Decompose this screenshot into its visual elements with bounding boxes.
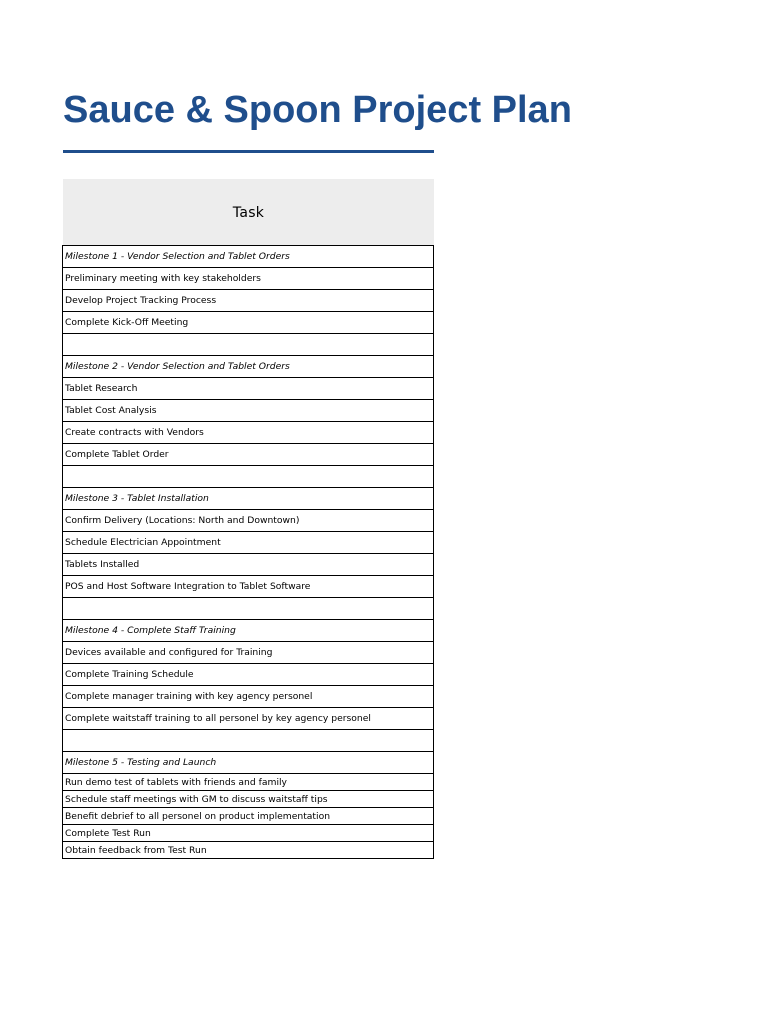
task-cell: Milestone 2 - Vendor Selection and Tablet Orders [63,356,434,378]
task-cell: Tablet Research [63,378,434,400]
task-cell: Tablets Installed [63,554,434,576]
task-cell: Obtain feedback from Test Run [63,842,434,859]
task-cell: Milestone 4 - Complete Staff Training [63,620,434,642]
milestone-row [63,488,434,510]
task-cell: Milestone 3 - Tablet Installation [63,488,434,510]
task-cell [63,334,434,356]
task-table [62,245,434,859]
task-row [63,642,434,664]
task-row [63,664,434,686]
task-row [63,808,434,825]
task-row [63,825,434,842]
task-cell [63,466,434,488]
task-row [63,686,434,708]
milestone-row [63,752,434,774]
task-cell: Benefit debrief to all personel on product implementation [63,808,434,825]
task-cell: Confirm Delivery (Locations: North and Downtown) [63,510,434,532]
task-cell: Develop Project Tracking Process [63,290,434,312]
milestone-row [63,620,434,642]
task-cell: Tablet Cost Analysis [63,400,434,422]
task-row [63,312,434,334]
milestone-row [63,246,434,268]
task-row [63,422,434,444]
spacer-row [63,334,434,356]
task-cell: Schedule staff meetings with GM to discuss waitstaff tips [63,791,434,808]
task-cell [63,598,434,620]
page-title-container [63,84,572,140]
task-cell: Devices available and configured for Training [63,642,434,664]
spacer-row [63,598,434,620]
task-cell: Milestone 5 - Testing and Launch [63,752,434,774]
task-row [63,290,434,312]
task-cell: Complete waitstaff training to all personel by key agency personel [63,708,434,730]
task-row [63,554,434,576]
task-cell: Complete Training Schedule [63,664,434,686]
task-cell: Complete manager training with key agency personel [63,686,434,708]
task-row [63,708,434,730]
milestone-row [63,356,434,378]
task-row [63,791,434,808]
task-row [63,576,434,598]
task-cell: Complete Test Run [63,825,434,842]
spacer-row [63,466,434,488]
task-cell: Create contracts with Vendors [63,422,434,444]
task-cell: POS and Host Software Integration to Tablet Software [63,576,434,598]
task-cell: Complete Tablet Order [63,444,434,466]
task-cell: Preliminary meeting with key stakeholders [63,268,434,290]
task-row [63,444,434,466]
task-row [63,400,434,422]
title-underline [63,150,434,153]
task-cell: Schedule Electrician Appointment [63,532,434,554]
task-row [63,378,434,400]
spacer-row [63,730,434,752]
task-row [63,510,434,532]
task-column-header: Task [63,179,434,246]
task-cell [63,730,434,752]
task-row [63,774,434,791]
page-title: Sauce & Spoon Project Plan [63,89,572,131]
task-row [63,842,434,859]
task-cell: Milestone 1 - Vendor Selection and Tablet Orders [63,246,434,268]
task-row [63,532,434,554]
task-table-body [63,246,434,859]
task-cell: Run demo test of tablets with friends and family [63,774,434,791]
task-row [63,268,434,290]
task-cell: Complete Kick-Off Meeting [63,312,434,334]
